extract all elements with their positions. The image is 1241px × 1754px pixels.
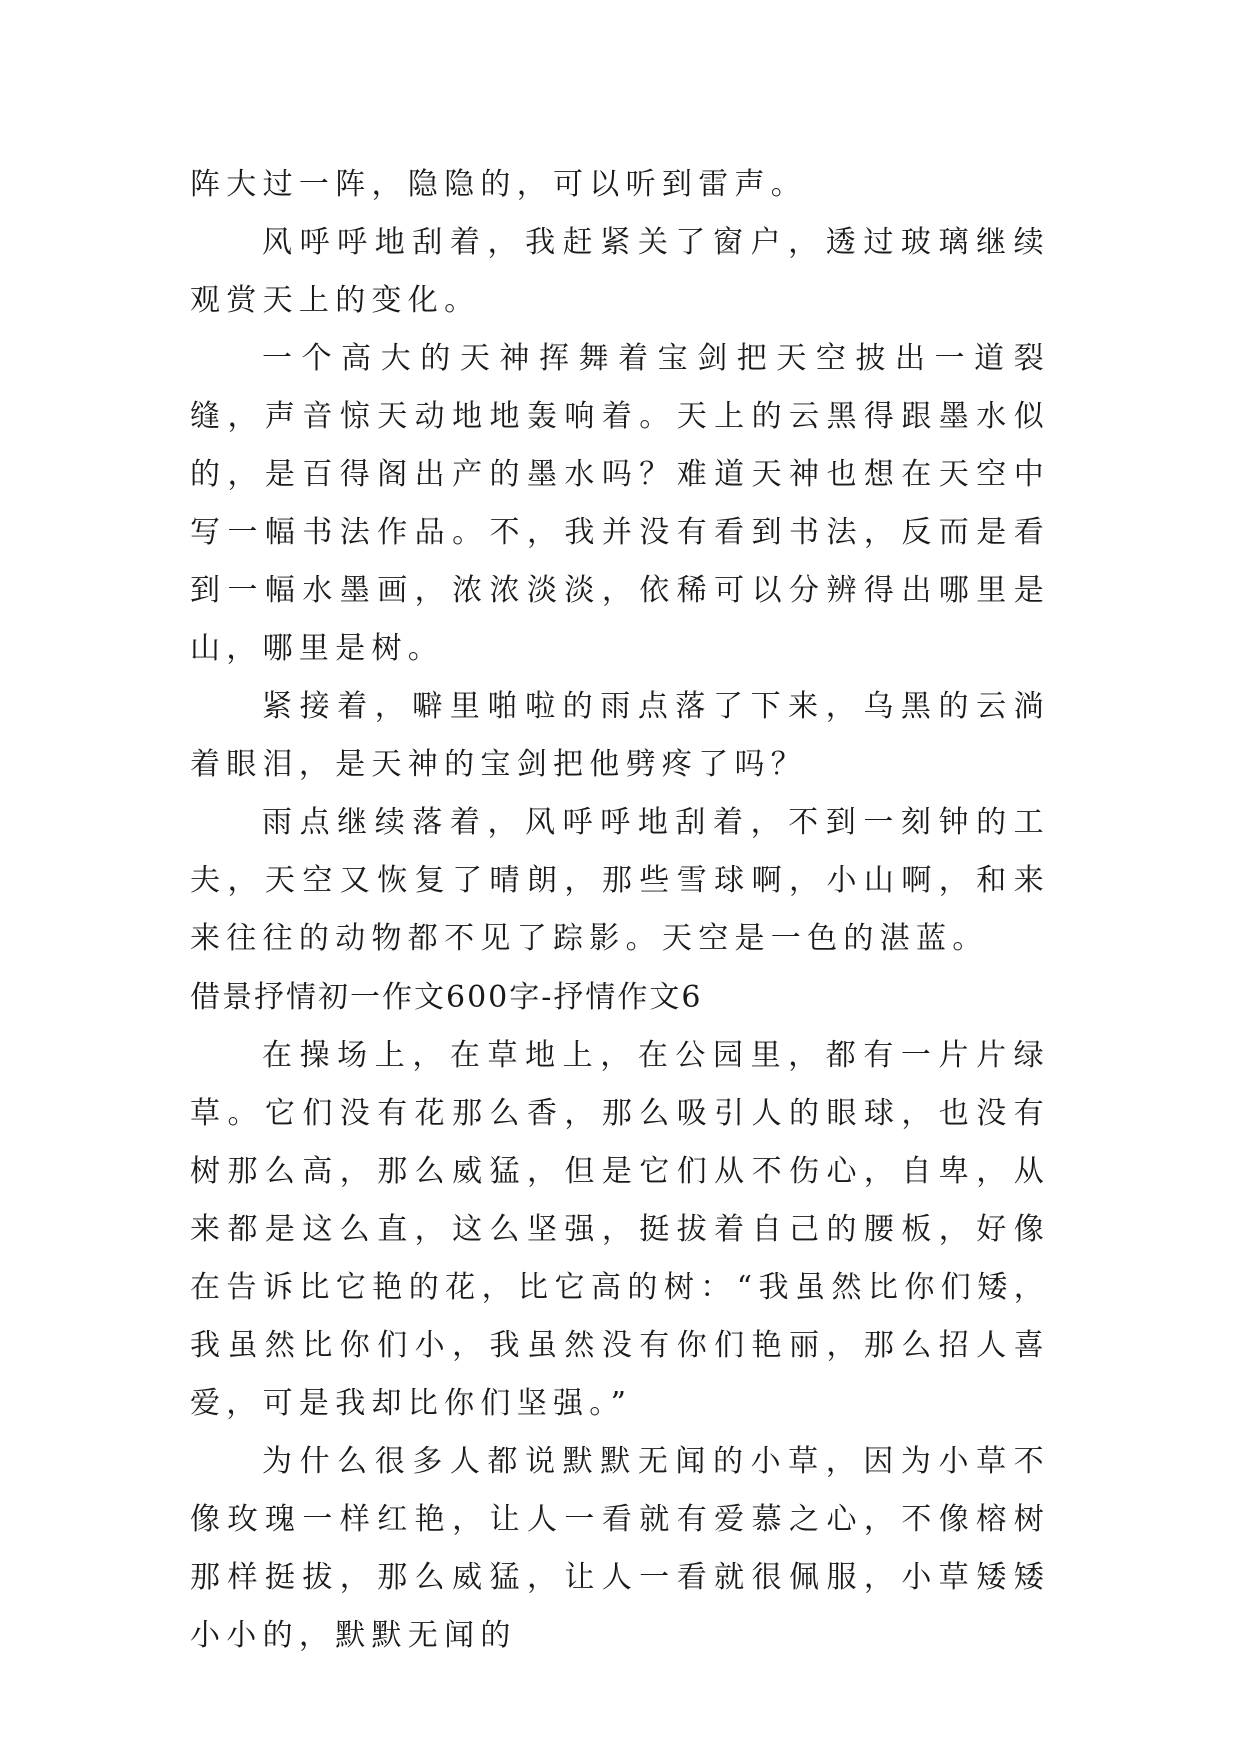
paragraph-why-grass: 为什么很多人都说默默无闻的小草，因为小草不像玫瑰一样红艳，让人一看就有爱慕之心，不像榕树那样挺拔，那么威猛，让人一看就很佩服，小草矮矮小小的，默默无闻的 <box>190 1444 1050 1653</box>
paragraph-grass: 在操场上，在草地上，在公园里，都有一片片绿草。它们没有花那么香，那么吸引人的眼球，也没有树那么高，那么威猛，但是它们从不伤心，自卑，从来都是这么直，这么坚强，挺拔着自己的腰板，好像在告诉比它艳的花，比它高的树：“我虽然比你们矮，我虽然比你们小，我虽然没有你们艳丽，那么招人喜爱，可是我却比你们坚强。” <box>190 1038 1050 1421</box>
paragraph-rain-starts: 紧接着，噼里啪啦的雨点落了下来，乌黑的云淌着眼泪，是天神的宝剑把他劈疼了吗？ <box>190 689 1050 782</box>
bottom-text-block <box>190 1027 1050 1665</box>
section-title: 借景抒情初一作文600字-抒情作文6 <box>190 980 703 1015</box>
paragraph-wind: 风呼呼地刮着，我赶紧关了窗户，透过玻璃继续观赏天上的变化。 <box>190 225 1050 318</box>
paragraph-continuation: 阵大过一阵，隐隐的，可以听到雷声。 <box>190 167 808 202</box>
paragraph-sky-god: 一个高大的天神挥舞着宝剑把天空披出一道裂缝，声音惊天动地地轰响着。天上的云黑得跟墨水似的，是百得阁出产的墨水吗？难道天神也想在天空中写一幅书法作品。不，我并没有看到书法，反而是看到一幅水墨画，浓浓淡淡，依稀可以分辨得出哪里是山，哪里是树。 <box>190 341 1050 666</box>
paragraph-sky-clears: 雨点继续落着，风呼呼地刮着，不到一刻钟的工夫，天空又恢复了晴朗，那些雪球啊，小山啊，和来来往往的动物都不见了踪影。天空是一色的湛蓝。 <box>190 805 1050 956</box>
top-text-block <box>190 156 1050 968</box>
